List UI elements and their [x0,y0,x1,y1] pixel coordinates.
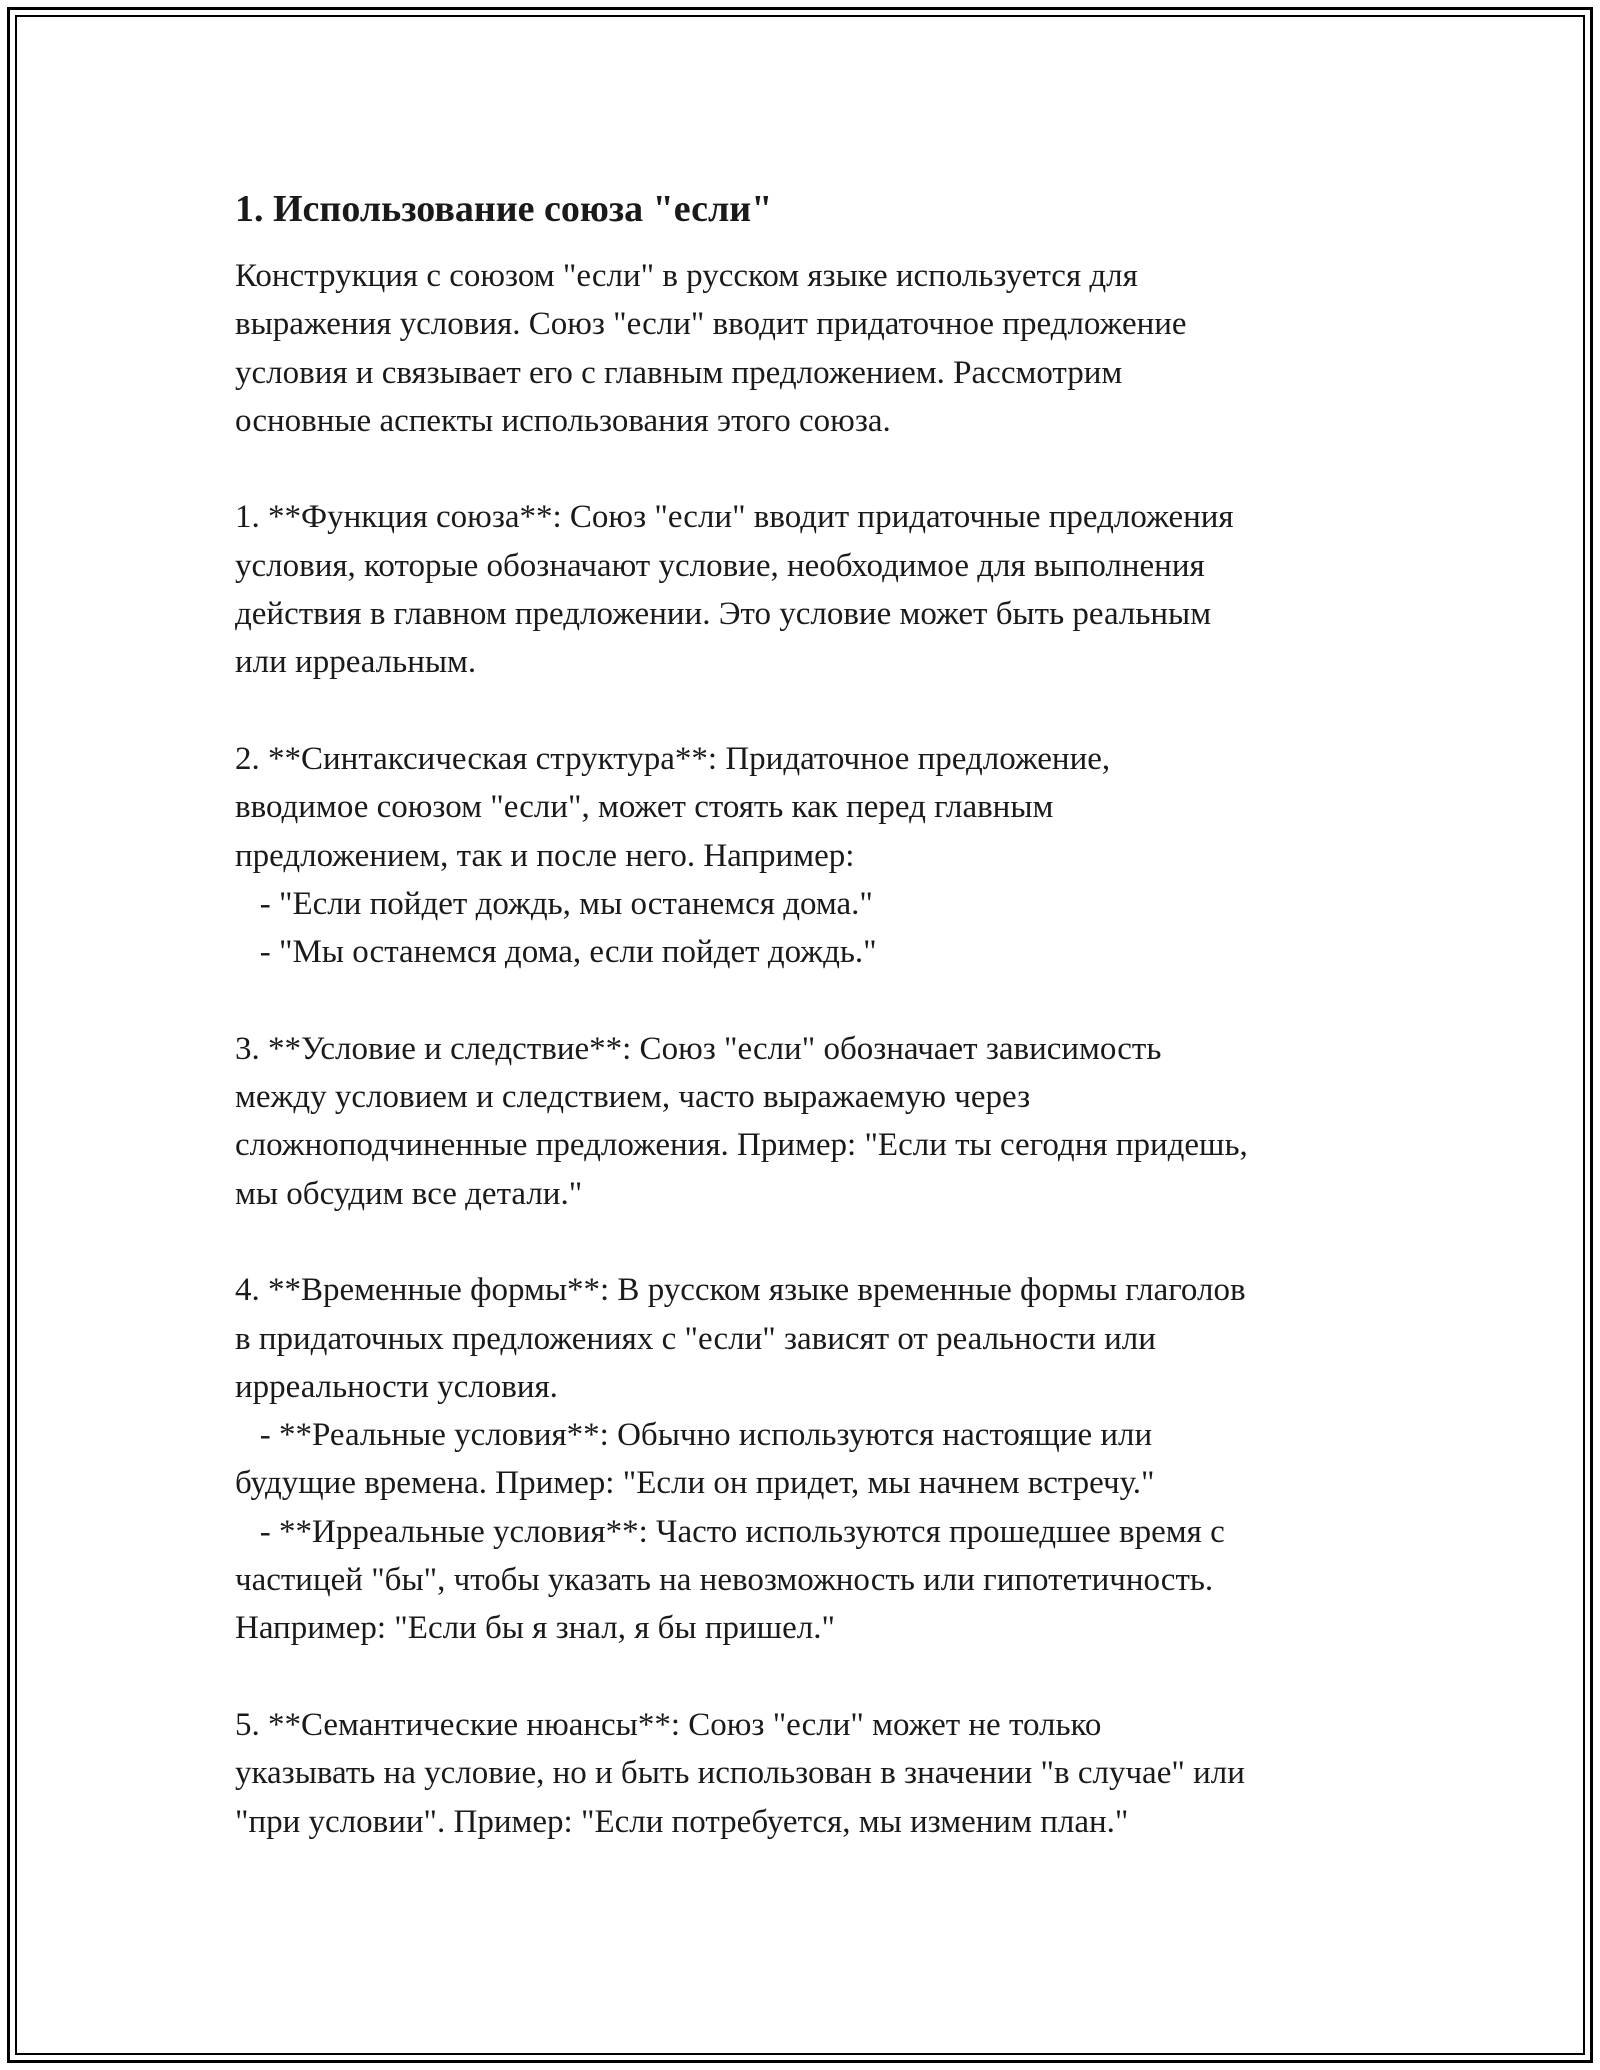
text-line: "при условии". Пример: "Если потребуется, мы изменим план." [235,1803,1129,1840]
text-line: сложноподчиненные предложения. Пример: "Если ты сегодня придешь, [235,1127,1248,1164]
text-line: или ирреальным. [235,644,477,681]
text-line: 5. **Семантические нюансы**: Союз "если" может не только [235,1706,1102,1743]
document-text [235,252,1395,1846]
text-line: условия и связывает его с главным предложением. Рассмотрим [235,354,1123,391]
text-line: частицей "бы", чтобы указать на невозможность или гипотетичность. [235,1562,1214,1599]
document-title: 1. Использование союза "если" [235,188,773,230]
text-line: - "Мы останемся дома, если пойдет дождь." [235,934,877,971]
document-body [235,185,1395,1846]
text-line: основные аспекты использования этого союза. [235,402,891,439]
text-line: - "Если пойдет дождь, мы останемся дома." [235,885,873,922]
text-line: в придаточных предложениях с "если" зависят от реальности или [235,1320,1156,1357]
text-line: будущие времена. Пример: "Если он придет, мы начнем встречу." [235,1465,1155,1502]
text-line: 3. **Условие и следствие**: Союз "если" обозначает зависимость [235,1030,1162,1067]
text-line: 4. **Временные формы**: В русском языке временные формы глаголов [235,1272,1246,1309]
text-line: ирреальности условия. [235,1368,558,1405]
blank-line [235,687,1395,735]
text-line: 2. **Синтаксическая структура**: Придаточное предложение, [235,740,1111,777]
text-line: - **Реальные условия**: Обычно используются настоящие или [235,1417,1153,1454]
text-line: Например: "Если бы я знал, я бы пришел." [235,1610,835,1647]
text-line: условия, которые обозначают условие, необходимое для выполнения [235,547,1205,584]
blank-line [235,976,1395,1024]
text-line: 1. **Функция союза**: Союз "если" вводит придаточные предложения [235,499,1234,536]
text-line: Конструкция с союзом "если" в русском языке используется для [235,258,1138,294]
text-line: между условием и следствием, часто выражаемую через [235,1079,1031,1116]
blank-line [235,1218,1395,1266]
text-line: действия в главном предложении. Это условие может быть реальным [235,596,1212,633]
text-line: указывать на условие, но и быть использован в значении "в случае" или [235,1755,1245,1792]
text-line: выражения условия. Союз "если" вводит придаточное предложение [235,306,1187,343]
text-line: предложением, так и после него. Например: [235,837,855,874]
blank-line [235,1653,1395,1701]
blank-line [235,445,1395,493]
text-line: мы обсудим все детали." [235,1175,583,1212]
text-line: вводимое союзом "если", может стоять как перед главным [235,789,1054,826]
text-line: - **Ирреальные условия**: Часто используются прошедшее время с [235,1513,1225,1550]
